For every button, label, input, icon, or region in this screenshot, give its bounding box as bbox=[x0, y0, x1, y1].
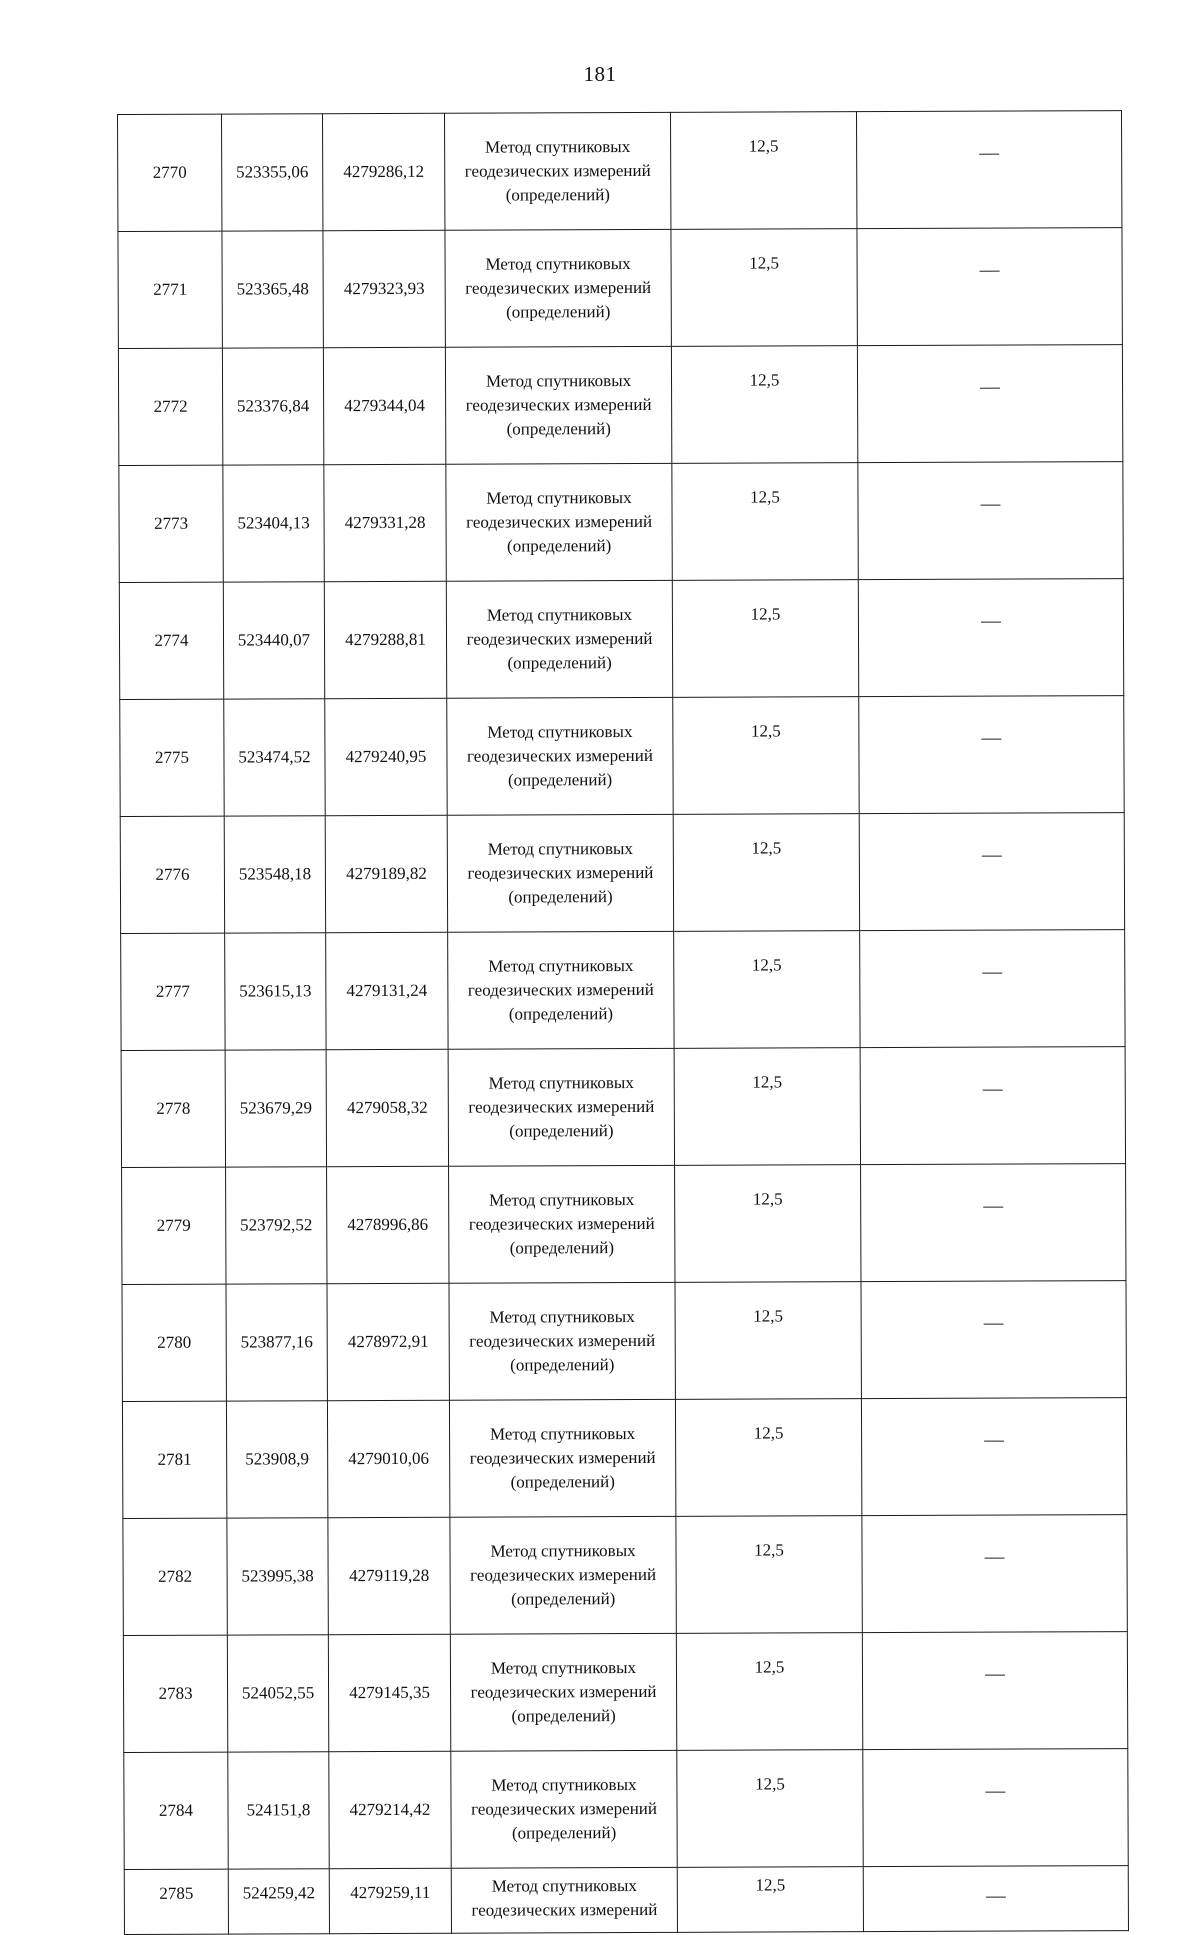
method-cell bbox=[445, 229, 671, 347]
accuracy-cell: 12,5 bbox=[672, 580, 858, 698]
method-line: Метод спутниковых bbox=[491, 1876, 637, 1896]
dash-mark bbox=[982, 856, 1002, 858]
table-row bbox=[122, 1281, 1126, 1402]
coordinates-table-wrapper bbox=[117, 110, 1128, 1935]
y-coordinate-cell: 4279344,04 bbox=[323, 347, 445, 464]
method-line: геодезических измерений bbox=[464, 160, 651, 181]
method-line: (определений) bbox=[507, 770, 613, 790]
dash-mark bbox=[984, 1441, 1004, 1443]
table-row bbox=[124, 1866, 1128, 1935]
accuracy-cell: 12,5 bbox=[671, 346, 857, 464]
table-row bbox=[118, 228, 1122, 349]
method-cell bbox=[446, 580, 672, 698]
dash-mark bbox=[986, 1897, 1006, 1899]
method-line: Метод спутниковых bbox=[488, 956, 634, 976]
method-line: (определений) bbox=[508, 887, 613, 907]
method-line: Метод спутниковых bbox=[487, 722, 633, 742]
table-row bbox=[120, 813, 1124, 934]
table-row bbox=[119, 579, 1123, 700]
method-line: Метод спутниковых bbox=[485, 371, 632, 391]
method-line: (определений) bbox=[511, 1823, 617, 1843]
x-coordinate-cell: 523615,13 bbox=[225, 933, 326, 1050]
point-number-cell: 2781 bbox=[122, 1401, 226, 1518]
point-number-cell: 2776 bbox=[120, 816, 224, 933]
method-line: (определений) bbox=[507, 653, 612, 673]
accuracy-cell: 12,5 bbox=[671, 229, 857, 347]
table-row bbox=[119, 462, 1123, 583]
method-cell bbox=[449, 1399, 675, 1517]
note-cell bbox=[856, 111, 1121, 229]
accuracy-cell: 12,5 bbox=[674, 931, 860, 1049]
x-coordinate-cell: 523908,9 bbox=[226, 1401, 327, 1518]
method-line: (определений) bbox=[509, 1238, 615, 1258]
x-coordinate-cell: 523440,07 bbox=[223, 582, 324, 699]
point-number-cell: 2777 bbox=[121, 933, 225, 1050]
dash-mark bbox=[979, 154, 999, 156]
accuracy-cell: 12,5 bbox=[677, 1867, 863, 1933]
x-coordinate-cell: 524052,55 bbox=[227, 1635, 328, 1752]
dash-mark bbox=[983, 1207, 1003, 1209]
accuracy-cell: 12,5 bbox=[673, 814, 859, 932]
method-line: (определений) bbox=[510, 1355, 615, 1375]
page-number: 181 bbox=[583, 62, 617, 86]
y-coordinate-cell: 4279286,12 bbox=[323, 113, 445, 230]
method-line: Метод спутниковых bbox=[488, 1073, 634, 1093]
x-coordinate-cell: 523404,13 bbox=[223, 465, 324, 582]
dash-mark bbox=[981, 739, 1001, 741]
table-row bbox=[118, 345, 1122, 466]
method-cell bbox=[450, 1633, 676, 1751]
table-row bbox=[121, 930, 1125, 1051]
method-line: геодезических измерений bbox=[468, 1096, 655, 1117]
note-cell bbox=[860, 1047, 1125, 1165]
point-number-cell: 2772 bbox=[118, 348, 222, 465]
note-cell bbox=[858, 462, 1123, 580]
table-row bbox=[121, 1047, 1125, 1168]
table-row bbox=[123, 1515, 1127, 1636]
method-cell bbox=[446, 463, 672, 581]
x-coordinate-cell: 524259,42 bbox=[228, 1869, 329, 1934]
point-number-cell: 2771 bbox=[118, 231, 222, 348]
table-row bbox=[120, 696, 1124, 817]
y-coordinate-cell: 4278996,86 bbox=[327, 1166, 449, 1283]
method-line: (определений) bbox=[511, 1706, 616, 1726]
method-line: (определений) bbox=[509, 1121, 614, 1141]
point-number-cell: 2774 bbox=[119, 582, 223, 699]
y-coordinate-cell: 4279189,82 bbox=[325, 815, 447, 932]
method-line: (определений) bbox=[506, 302, 611, 322]
x-coordinate-cell: 523792,52 bbox=[226, 1167, 327, 1284]
note-cell bbox=[857, 345, 1122, 463]
method-cell bbox=[447, 814, 673, 932]
method-line: Метод спутниковых bbox=[489, 1424, 636, 1444]
table-row bbox=[124, 1749, 1128, 1870]
point-number-cell: 2784 bbox=[124, 1752, 228, 1869]
method-line: Метод спутниковых bbox=[486, 488, 632, 508]
y-coordinate-cell: 4279010,06 bbox=[327, 1400, 449, 1517]
method-cell bbox=[451, 1750, 677, 1868]
point-number-cell: 2778 bbox=[121, 1050, 225, 1167]
dash-mark bbox=[985, 1558, 1005, 1560]
point-number-cell: 2785 bbox=[124, 1869, 228, 1934]
note-cell bbox=[859, 813, 1124, 931]
method-cell bbox=[445, 346, 671, 464]
dash-mark bbox=[981, 505, 1001, 507]
accuracy-cell: 12,5 bbox=[675, 1165, 861, 1283]
accuracy-cell: 12,5 bbox=[670, 112, 856, 230]
accuracy-cell: 12,5 bbox=[676, 1633, 862, 1751]
x-coordinate-cell: 523355,06 bbox=[222, 114, 323, 231]
point-number-cell: 2780 bbox=[122, 1284, 226, 1401]
method-line: Метод спутниковых bbox=[489, 1190, 635, 1210]
method-line: геодезических измерений bbox=[470, 1681, 657, 1702]
method-cell bbox=[447, 697, 673, 815]
accuracy-cell: 12,5 bbox=[675, 1399, 861, 1517]
x-coordinate-cell: 523995,38 bbox=[227, 1518, 328, 1635]
table-row bbox=[122, 1164, 1126, 1285]
method-cell bbox=[448, 931, 674, 1049]
method-line: геодезических измерений bbox=[467, 979, 654, 1000]
method-line: Метод спутниковых bbox=[485, 254, 631, 274]
method-line: геодезических измерений bbox=[469, 1447, 656, 1468]
method-line: геодезических измерений bbox=[466, 745, 653, 766]
method-line: (определений) bbox=[511, 1589, 616, 1609]
y-coordinate-cell: 4279240,95 bbox=[325, 698, 447, 815]
method-line: (определений) bbox=[506, 419, 611, 439]
dash-mark bbox=[984, 1324, 1004, 1326]
note-cell bbox=[860, 930, 1125, 1048]
dash-mark bbox=[985, 1675, 1005, 1677]
dash-mark bbox=[981, 622, 1001, 624]
method-line: Метод спутниковых bbox=[484, 137, 631, 157]
method-line: (определений) bbox=[506, 536, 612, 556]
x-coordinate-cell: 523679,29 bbox=[225, 1050, 326, 1167]
accuracy-cell: 12,5 bbox=[674, 1048, 860, 1166]
note-cell bbox=[861, 1164, 1126, 1282]
table-row bbox=[122, 1398, 1126, 1519]
method-line: (определений) bbox=[510, 1472, 615, 1492]
x-coordinate-cell: 524151,8 bbox=[228, 1752, 329, 1869]
method-line: (определений) bbox=[508, 1004, 614, 1024]
method-cell bbox=[444, 112, 670, 230]
note-cell bbox=[863, 1866, 1128, 1932]
method-line: геодезических измерений bbox=[467, 862, 654, 883]
method-cell bbox=[449, 1165, 675, 1283]
x-coordinate-cell: 523365,48 bbox=[222, 231, 323, 348]
y-coordinate-cell: 4279323,93 bbox=[323, 230, 445, 347]
y-coordinate-cell: 4279131,24 bbox=[326, 932, 448, 1049]
method-line: геодезических измерений bbox=[471, 1899, 658, 1920]
y-coordinate-cell: 4279214,42 bbox=[329, 1751, 451, 1868]
x-coordinate-cell: 523474,52 bbox=[224, 699, 325, 816]
y-coordinate-cell: 4279288,81 bbox=[324, 581, 446, 698]
note-cell bbox=[858, 579, 1123, 697]
y-coordinate-cell: 4279119,28 bbox=[328, 1517, 450, 1634]
note-cell bbox=[862, 1515, 1127, 1633]
x-coordinate-cell: 523877,16 bbox=[226, 1284, 327, 1401]
method-line: геодезических измерений bbox=[470, 1564, 657, 1585]
accuracy-cell: 12,5 bbox=[673, 697, 859, 815]
coordinates-table bbox=[117, 110, 1129, 1935]
method-cell bbox=[451, 1867, 677, 1933]
method-cell bbox=[449, 1282, 675, 1400]
dash-mark bbox=[980, 388, 1000, 390]
method-line: Метод спутниковых bbox=[489, 1307, 635, 1327]
method-line: Метод спутниковых bbox=[490, 1541, 636, 1561]
y-coordinate-cell: 4279145,35 bbox=[328, 1634, 450, 1751]
y-coordinate-cell: 4279058,32 bbox=[326, 1049, 448, 1166]
accuracy-cell: 12,5 bbox=[676, 1516, 862, 1634]
note-cell bbox=[861, 1398, 1126, 1516]
accuracy-cell: 12,5 bbox=[672, 463, 858, 581]
method-cell bbox=[450, 1516, 676, 1634]
method-line: геодезических измерений bbox=[466, 628, 653, 649]
method-line: Метод спутниковых bbox=[486, 605, 633, 625]
accuracy-cell: 12,5 bbox=[677, 1750, 863, 1868]
note-cell bbox=[862, 1632, 1127, 1750]
note-cell bbox=[857, 228, 1122, 346]
point-number-cell: 2773 bbox=[119, 465, 223, 582]
dash-mark bbox=[983, 1090, 1003, 1092]
method-line: (определений) bbox=[505, 185, 610, 205]
method-line: геодезических измерений bbox=[471, 1798, 657, 1819]
x-coordinate-cell: 523376,84 bbox=[222, 348, 323, 465]
dash-mark bbox=[982, 973, 1002, 975]
point-number-cell: 2783 bbox=[123, 1635, 227, 1752]
method-line: геодезических измерений bbox=[468, 1213, 655, 1234]
method-line: Метод спутниковых bbox=[487, 839, 633, 859]
table-row bbox=[118, 111, 1122, 232]
method-line: геодезических измерений bbox=[469, 1330, 656, 1351]
method-line: Метод спутниковых bbox=[490, 1658, 637, 1678]
point-number-cell: 2779 bbox=[122, 1167, 226, 1284]
method-cell bbox=[448, 1048, 674, 1166]
y-coordinate-cell: 4279259,11 bbox=[329, 1868, 451, 1933]
note-cell bbox=[861, 1281, 1126, 1399]
point-number-cell: 2770 bbox=[118, 114, 222, 231]
point-number-cell: 2782 bbox=[123, 1518, 227, 1635]
method-line: геодезических измерений bbox=[465, 277, 652, 298]
note-cell bbox=[863, 1749, 1128, 1867]
accuracy-cell: 12,5 bbox=[675, 1282, 861, 1400]
table-row bbox=[123, 1632, 1127, 1753]
method-line: геодезических измерений bbox=[466, 511, 653, 532]
method-line: геодезических измерений bbox=[465, 394, 652, 415]
x-coordinate-cell: 523548,18 bbox=[224, 816, 325, 933]
y-coordinate-cell: 4279331,28 bbox=[324, 464, 446, 581]
note-cell bbox=[859, 696, 1124, 814]
dash-mark bbox=[980, 271, 1000, 273]
point-number-cell: 2775 bbox=[120, 699, 224, 816]
y-coordinate-cell: 4278972,91 bbox=[327, 1283, 449, 1400]
dash-mark bbox=[985, 1792, 1005, 1794]
method-line: Метод спутниковых bbox=[491, 1775, 637, 1795]
